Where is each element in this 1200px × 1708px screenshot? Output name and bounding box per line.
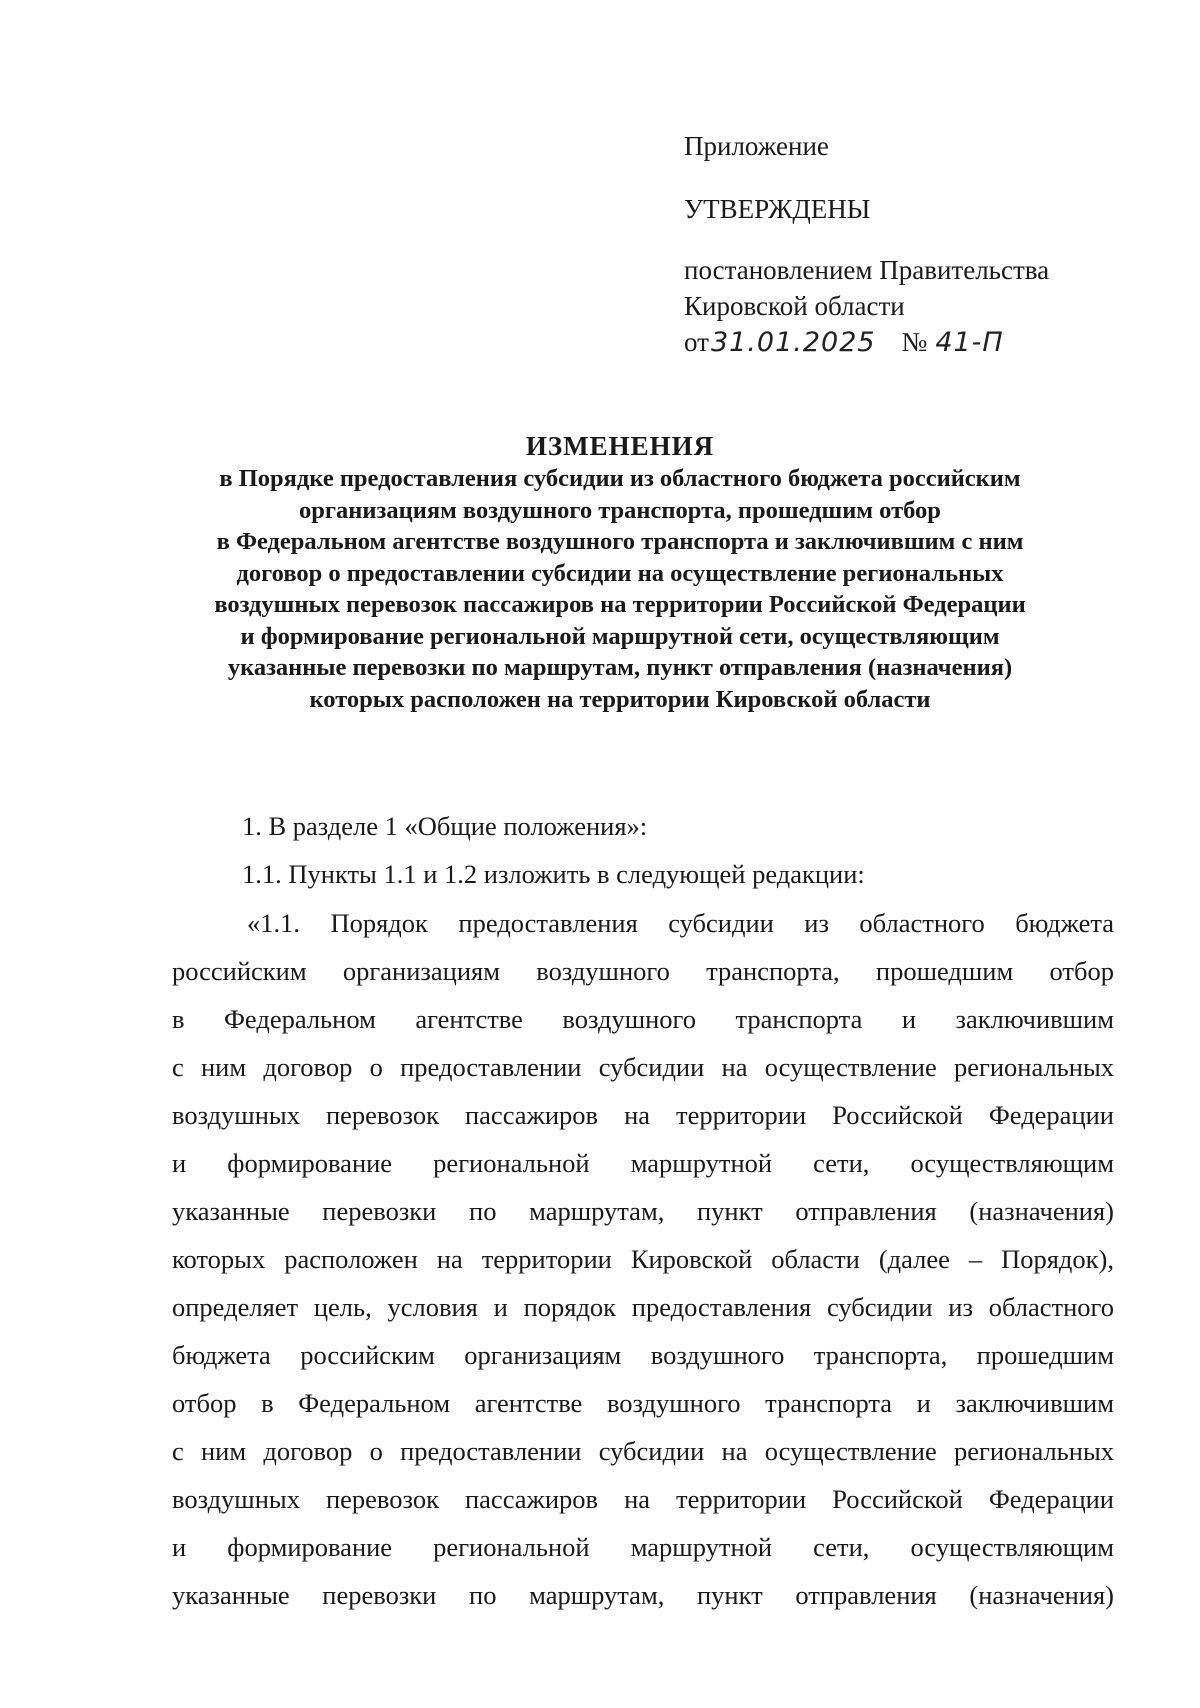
paragraph-3-line: с ним договор о предоставлении субсидии на осуществление региональных [172,1436,1114,1466]
paragraph-3-line: с ним договор о предоставлении субсидии на осуществление региональных [172,1052,1114,1082]
paragraph-3-line: в Федеральном агентстве воздушного транспорта и заключившим [172,1004,1114,1034]
approved-by-line-1: постановлением Правительства [684,255,1050,285]
title-line: в Федеральном агентстве воздушного транспорта и заключившим с ним [216,528,1024,555]
document-title [150,430,1090,715]
approved-label: УТВЕРЖДЕНЫ [684,194,871,224]
title-line: и формирование региональной маршрутной сети, осуществляющим [240,622,1000,650]
paragraph-3-line: российским организациям воздушного транспорта, прошедшим отбор [172,956,1114,986]
handwritten-number: 41-П [935,327,1004,358]
appendix-label: Приложение [684,131,829,161]
title-line: воздушных перевозок пассажиров на территории Российской Федерации [214,591,1026,618]
paragraph-3-line: указанные перевозки по маршрутам, пункт отправления (назначения) [172,1196,1114,1226]
paragraph-3 [172,899,1114,1619]
paragraph-3-line: воздушных перевозок пассажиров на территории Российской Федерации [172,1100,1114,1130]
date-number-row [684,324,1154,361]
paragraph-3-line: и формирование региональной маршрутной сети, осуществляющим [172,1148,1114,1178]
paragraph-3-line: «1.1. Порядок предоставления субсидии из областного бюджета [247,908,1114,938]
paragraph-3-line: указанные перевозки по маршрутам, пункт отправления (назначения) [172,1580,1114,1610]
paragraph-3-line: которых расположен на территории Кировской области (далее – Порядок), [172,1244,1114,1274]
title-line: в Порядке предоставления субсидии из областного бюджета российским [219,465,1021,492]
paragraph-1: 1. В разделе 1 «Общие положения»: [242,811,648,841]
document-body [172,803,1114,1619]
paragraph-3-line: бюджета российским организациям воздушного транспорта, прошедшим [172,1340,1114,1370]
approval-block [684,128,1154,361]
title-line: договор о предоставлении субсидии на осуществление региональных [236,559,1004,587]
paragraph-2: 1.1. Пункты 1.1 и 1.2 изложить в следующей редакции: [242,859,865,889]
paragraph-3-line: отбор в Федеральном агентстве воздушного транспорта и заключившим [172,1388,1114,1418]
paragraph-3-line: воздушных перевозок пассажиров на территории Российской Федерации [172,1484,1114,1514]
title-line: указанные перевозки по маршрутам, пункт отправления (назначения) [227,654,1013,681]
number-prefix: № [901,327,928,357]
approved-by-line-2: Кировской области [684,291,905,321]
handwritten-date: 31.01.2025 [710,327,876,358]
title-heading: ИЗМЕНЕНИЯ [525,431,715,461]
paragraph-3-line: определяет цель, условия и порядок предоставления субсидии из областного [172,1292,1114,1322]
date-prefix: от [684,327,709,357]
title-line: организациям воздушного транспорта, прошедшим отбор [299,496,941,524]
title-line: которых расположен на территории Кировской области [309,685,931,713]
paragraph-3-line: и формирование региональной маршрутной сети, осуществляющим [172,1532,1114,1562]
